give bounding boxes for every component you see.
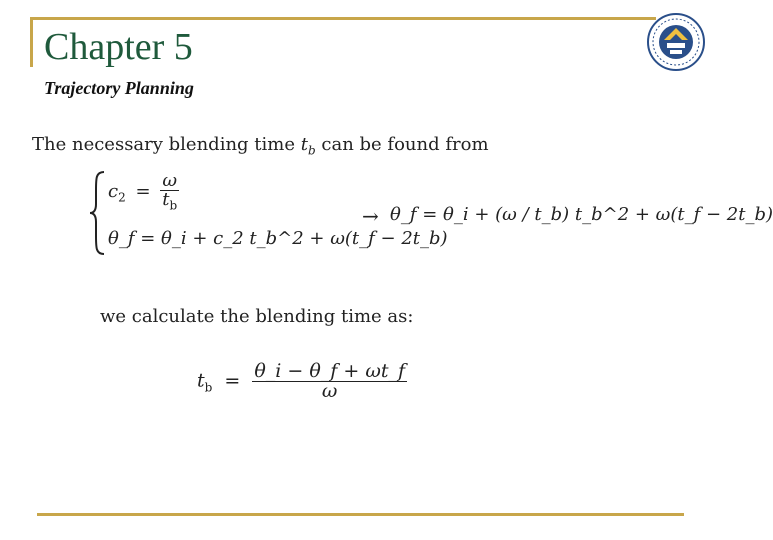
intro-variable: $t_b$ <box>300 134 316 158</box>
middle-sentence: we calculate the blending time as: <box>100 306 414 327</box>
frame-bottom-border <box>37 513 684 516</box>
page-title: Chapter 5 <box>44 26 193 68</box>
intro-sentence: The necessary blending time $t_b$ can be found from <box>32 134 489 158</box>
equation-result: θ_f = θ_i + (ω / t_b) t_b^2 + ω(t_f − 2t_b) <box>390 204 773 225</box>
equation-c2: $c_2$ = $\frac{\omega}{t_b}$ <box>108 170 178 213</box>
system-brace <box>88 170 106 256</box>
equation-theta-f: θ_f = θ_i + c_2 t_b^2 + ω(t_f − 2t_b) <box>108 228 448 249</box>
implies-arrow: → <box>362 204 379 228</box>
final-formula-fraction: $\frac{\theta\_i - \theta\_f + \omega t\_f}{\omega}$ <box>254 360 405 402</box>
page-subtitle: Trajectory Planning <box>44 78 194 98</box>
frame-top-border <box>30 17 656 20</box>
frame-left-border <box>30 17 33 67</box>
university-seal-icon <box>646 12 706 72</box>
final-formula: $t_b$ = $\frac{\theta\_i - \theta\_f + \omega t\_f}{\omega}$ <box>197 360 405 402</box>
equation-c2-fraction: $\frac{\omega}{t_b}$ <box>162 170 178 213</box>
